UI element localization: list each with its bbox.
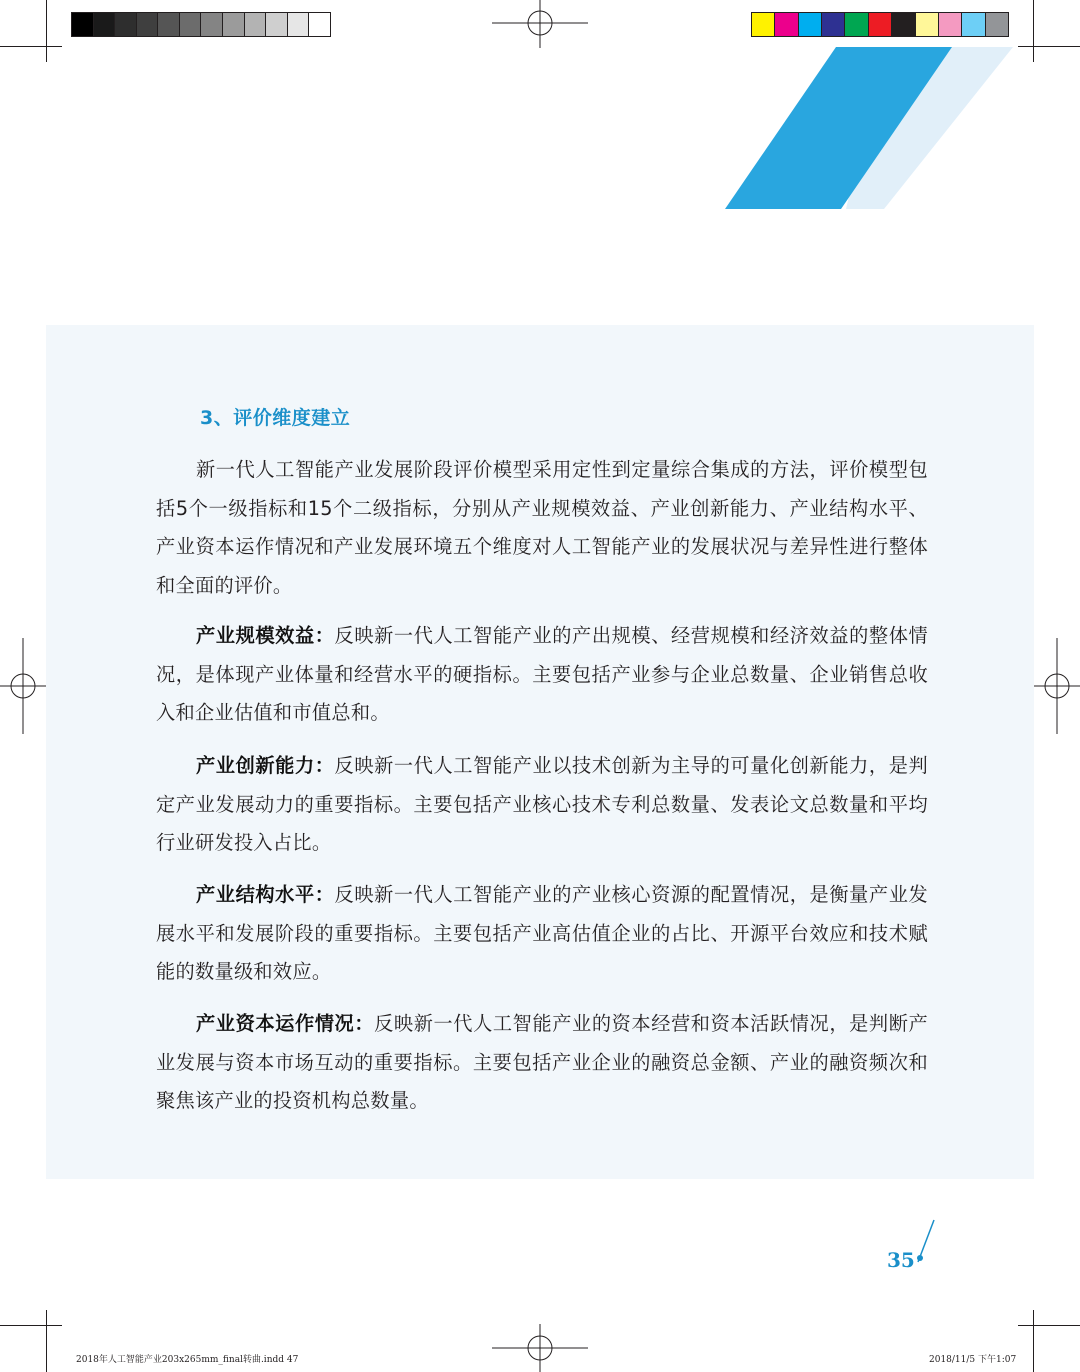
slug-filename: 2018年人工智能产业203x265mm_final转曲.indd 47 [76,1355,299,1365]
page-number-stroke-icon [912,1218,938,1270]
color-swatch [891,13,914,36]
color-swatch [868,13,891,36]
section-heading: 3、评价维度建立 [200,407,351,429]
crop-mark [46,1310,47,1372]
item-paragraph [156,747,928,863]
item-paragraph [156,617,928,733]
registration-mark-right [1032,636,1080,736]
grayscale-swatch [136,13,158,36]
color-swatch [821,13,844,36]
item-text: 反映新一代人工智能产业的资本经营和资本活跃情况，是判断产业发展与资本市场互动的重要指标。主要包括产业企业的融资总金额、产业的融资频次和聚焦该产业的投资机构总数量。 [156,1012,929,1112]
page-number: 35 [887,1248,915,1272]
grayscale-swatch [72,13,93,36]
item-text: 反映新一代人工智能产业的产出规模、经营规模和经济效益的整体情况，是体现产业体量和经营水平的硬指标。主要包括产业参与企业总数量、企业销售总收入和企业估值和市值总和。 [156,624,928,724]
registration-mark-left [0,636,48,736]
grayscale-swatch [93,13,115,36]
registration-mark-top [490,0,590,48]
registration-mark-bottom [490,1324,590,1372]
grayscale-swatch [265,13,287,36]
crop-mark [1018,46,1080,47]
crop-mark [1018,1325,1080,1326]
item-paragraph [156,876,928,992]
item-text: 反映新一代人工智能产业以技术创新为主导的可量化创新能力，是判定产业发展动力的重要指标。主要包括产业核心技术专利总数量、发表论文总数量和平均行业研发投入占比。 [156,754,928,854]
slug-timestamp: 2018/11/5 下午1:07 [929,1355,1017,1365]
color-swatch [844,13,867,36]
color-swatch [752,13,774,36]
item-term: 产业资本运作情况： [196,1012,375,1035]
decorative-parallelograms [720,44,1020,212]
color-swatch [915,13,938,36]
item-text: 反映新一代人工智能产业的产业核心资源的配置情况，是衡量产业发展水平和发展阶段的重要指标。主要包括产业高估值企业的占比、开源平台效应和技术赋能的数量级和效应。 [156,883,928,983]
crop-mark [0,46,62,47]
grayscale-swatch [179,13,201,36]
crop-mark [1033,1310,1034,1372]
grayscale-swatch [244,13,266,36]
crop-mark [46,0,47,62]
color-swatch [774,13,797,36]
grayscale-swatch [222,13,244,36]
grayscale-bar [71,12,331,37]
item-term: 产业创新能力： [196,754,335,777]
color-bar [751,12,1009,37]
grayscale-swatch [114,13,136,36]
intro-paragraph: 新一代人工智能产业发展阶段评价模型采用定性到定量综合集成的方法，评价模型包括5个一级指标和15个二级指标，分别从产业规模效益、产业创新能力、产业结构水平、产业资本运作情况和产业发展环境五个维度对人工智能产业的发展状况与差异性进行整体和全面的评价。 [156,458,928,597]
color-swatch [798,13,821,36]
grayscale-swatch [287,13,309,36]
color-swatch [985,13,1008,36]
crop-mark [1033,0,1034,62]
grayscale-swatch [308,13,330,36]
crop-mark [0,1325,62,1326]
color-swatch [938,13,961,36]
color-swatch [961,13,984,36]
item-paragraph [156,1005,928,1121]
grayscale-swatch [200,13,222,36]
item-term: 产业规模效益： [196,624,335,647]
item-term: 产业结构水平： [196,883,335,906]
grayscale-swatch [157,13,179,36]
